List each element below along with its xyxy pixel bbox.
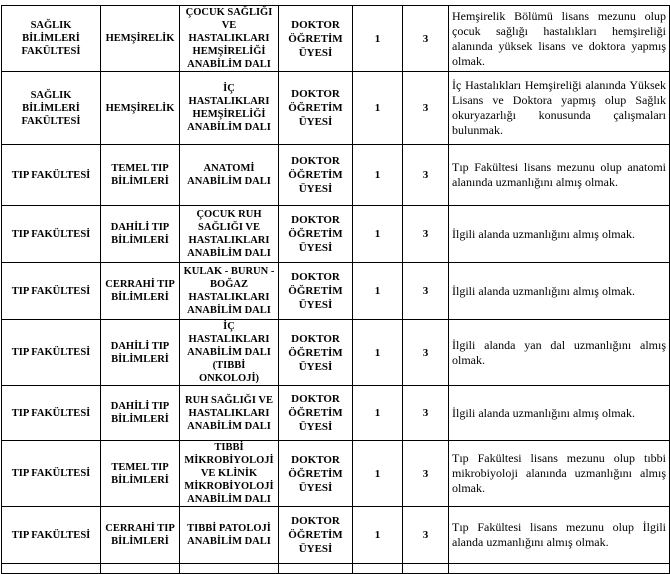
empty-cell — [403, 564, 449, 574]
department-cell: CERRAHİ TIP BİLİMLERİ — [101, 263, 180, 320]
requirement-cell: Tıp Fakültesi lisans mezunu olup tıbbi mikrobiyoloji alanında uzmanlığını almış olmak. — [449, 441, 670, 507]
requirement-cell: Tıp Fakültesi lisans mezunu olup İlgili alanda uzmanlığını almış olmak. — [449, 507, 670, 564]
division-cell: ÇOCUK RUH SAĞLIĞI VE HASTALIKLARI ANABİLİM DALI — [180, 206, 279, 263]
department-cell: DAHİLİ TIP BİLİMLERİ — [101, 320, 180, 386]
count-cell: 1 — [353, 72, 403, 145]
division-cell: RUH SAĞLIĞI VE HASTALIKLARI ANABİLİM DALI — [180, 386, 279, 441]
requirement-cell: İlgili alanda uzmanlığını almış olmak. — [449, 206, 670, 263]
faculty-cell: TIP FAKÜLTESİ — [2, 507, 101, 564]
faculty-cell: TIP FAKÜLTESİ — [2, 320, 101, 386]
count-cell: 1 — [353, 6, 403, 72]
faculty-cell: SAĞLIK BİLİMLERİ FAKÜLTESİ — [2, 72, 101, 145]
department-cell: TEMEL TIP BİLİMLERİ — [101, 441, 180, 507]
degree-cell: 3 — [403, 263, 449, 320]
empty-cell — [2, 564, 101, 574]
table-row — [2, 6, 670, 72]
title-cell: DOKTOR ÖĞRETİM ÜYESİ — [279, 320, 353, 386]
degree-cell: 3 — [403, 507, 449, 564]
title-cell: DOKTOR ÖĞRETİM ÜYESİ — [279, 206, 353, 263]
title-cell: DOKTOR ÖĞRETİM ÜYESİ — [279, 507, 353, 564]
degree-cell: 3 — [403, 72, 449, 145]
division-cell: TIBBİ PATOLOJİ ANABİLİM DALI — [180, 507, 279, 564]
degree-cell: 3 — [403, 206, 449, 263]
department-cell: HEMŞİRELİK — [101, 72, 180, 145]
title-cell: DOKTOR ÖĞRETİM ÜYESİ — [279, 441, 353, 507]
department-cell: CERRAHİ TIP BİLİMLERİ — [101, 507, 180, 564]
division-cell: ANATOMİ ANABİLİM DALI — [180, 145, 279, 206]
faculty-cell: TIP FAKÜLTESİ — [2, 145, 101, 206]
positions-table — [1, 5, 670, 574]
faculty-cell: TIP FAKÜLTESİ — [2, 263, 101, 320]
division-cell: KULAK - BURUN - BOĞAZ HASTALIKLARI ANABİLİM DALI — [180, 263, 279, 320]
title-cell: DOKTOR ÖĞRETİM ÜYESİ — [279, 6, 353, 72]
degree-cell: 3 — [403, 386, 449, 441]
department-cell: TEMEL TIP BİLİMLERİ — [101, 145, 180, 206]
requirement-cell: İlgili alanda uzmanlığını almış olmak. — [449, 386, 670, 441]
empty-cell — [353, 564, 403, 574]
empty-cell — [180, 564, 279, 574]
table-row — [2, 441, 670, 507]
faculty-cell: TIP FAKÜLTESİ — [2, 386, 101, 441]
requirement-cell: Hemşirelik Bölümü lisans mezunu olup çocuk sağlığı hastalıkları hemşireliği alanında yüksek lisans ve doktora yapmış olmak. — [449, 6, 670, 72]
division-cell: İÇ HASTALIKLARI HEMŞİRELİĞİ ANABİLİM DALI — [180, 72, 279, 145]
count-cell: 1 — [353, 441, 403, 507]
degree-cell: 3 — [403, 145, 449, 206]
table-row — [2, 320, 670, 386]
faculty-cell: SAĞLIK BİLİMLERİ FAKÜLTESİ — [2, 6, 101, 72]
department-cell: DAHİLİ TIP BİLİMLERİ — [101, 386, 180, 441]
title-cell: DOKTOR ÖĞRETİM ÜYESİ — [279, 145, 353, 206]
count-cell: 1 — [353, 386, 403, 441]
requirement-cell: İlgili alanda uzmanlığını almış olmak. — [449, 263, 670, 320]
division-cell: TIBBİ MİKROBİYOLOJİ VE KLİNİK MİKROBİYOLOJİ ANABİLİM DALI — [180, 441, 279, 507]
count-cell: 1 — [353, 206, 403, 263]
count-cell: 1 — [353, 263, 403, 320]
count-cell: 1 — [353, 507, 403, 564]
requirement-cell: İlgili alanda yan dal uzmanlığını almış olmak. — [449, 320, 670, 386]
table-row — [2, 206, 670, 263]
table-row — [2, 72, 670, 145]
title-cell: DOKTOR ÖĞRETİM ÜYESİ — [279, 72, 353, 145]
division-cell: İÇ HASTALIKLARI ANABİLİM DALI (TIBBİ ONKOLOJİ) — [180, 320, 279, 386]
degree-cell: 3 — [403, 320, 449, 386]
count-cell: 1 — [353, 320, 403, 386]
requirement-cell: Tıp Fakültesi lisans mezunu olup anatomi alanında uzmanlığını almış olmak. — [449, 145, 670, 206]
degree-cell: 3 — [403, 441, 449, 507]
table-row — [2, 145, 670, 206]
faculty-cell: TIP FAKÜLTESİ — [2, 206, 101, 263]
table-row-partial — [2, 564, 670, 574]
title-cell: DOKTOR ÖĞRETİM ÜYESİ — [279, 386, 353, 441]
empty-cell — [279, 564, 353, 574]
table-row — [2, 386, 670, 441]
table-row — [2, 263, 670, 320]
department-cell: DAHİLİ TIP BİLİMLERİ — [101, 206, 180, 263]
empty-cell — [101, 564, 180, 574]
division-cell: ÇOCUK SAĞLIĞI VE HASTALIKLARI HEMŞİRELİĞİ ANABİLİM DALI — [180, 6, 279, 72]
degree-cell: 3 — [403, 6, 449, 72]
empty-cell — [449, 564, 670, 574]
requirement-cell: İç Hastalıkları Hemşireliği alanında Yüksek Lisans ve Doktora yapmış olup Sağlık okuryazarlığı konusunda çalışmaları bulunmak. — [449, 72, 670, 145]
title-cell: DOKTOR ÖĞRETİM ÜYESİ — [279, 263, 353, 320]
department-cell: HEMŞİRELİK — [101, 6, 180, 72]
faculty-cell: TIP FAKÜLTESİ — [2, 441, 101, 507]
count-cell: 1 — [353, 145, 403, 206]
